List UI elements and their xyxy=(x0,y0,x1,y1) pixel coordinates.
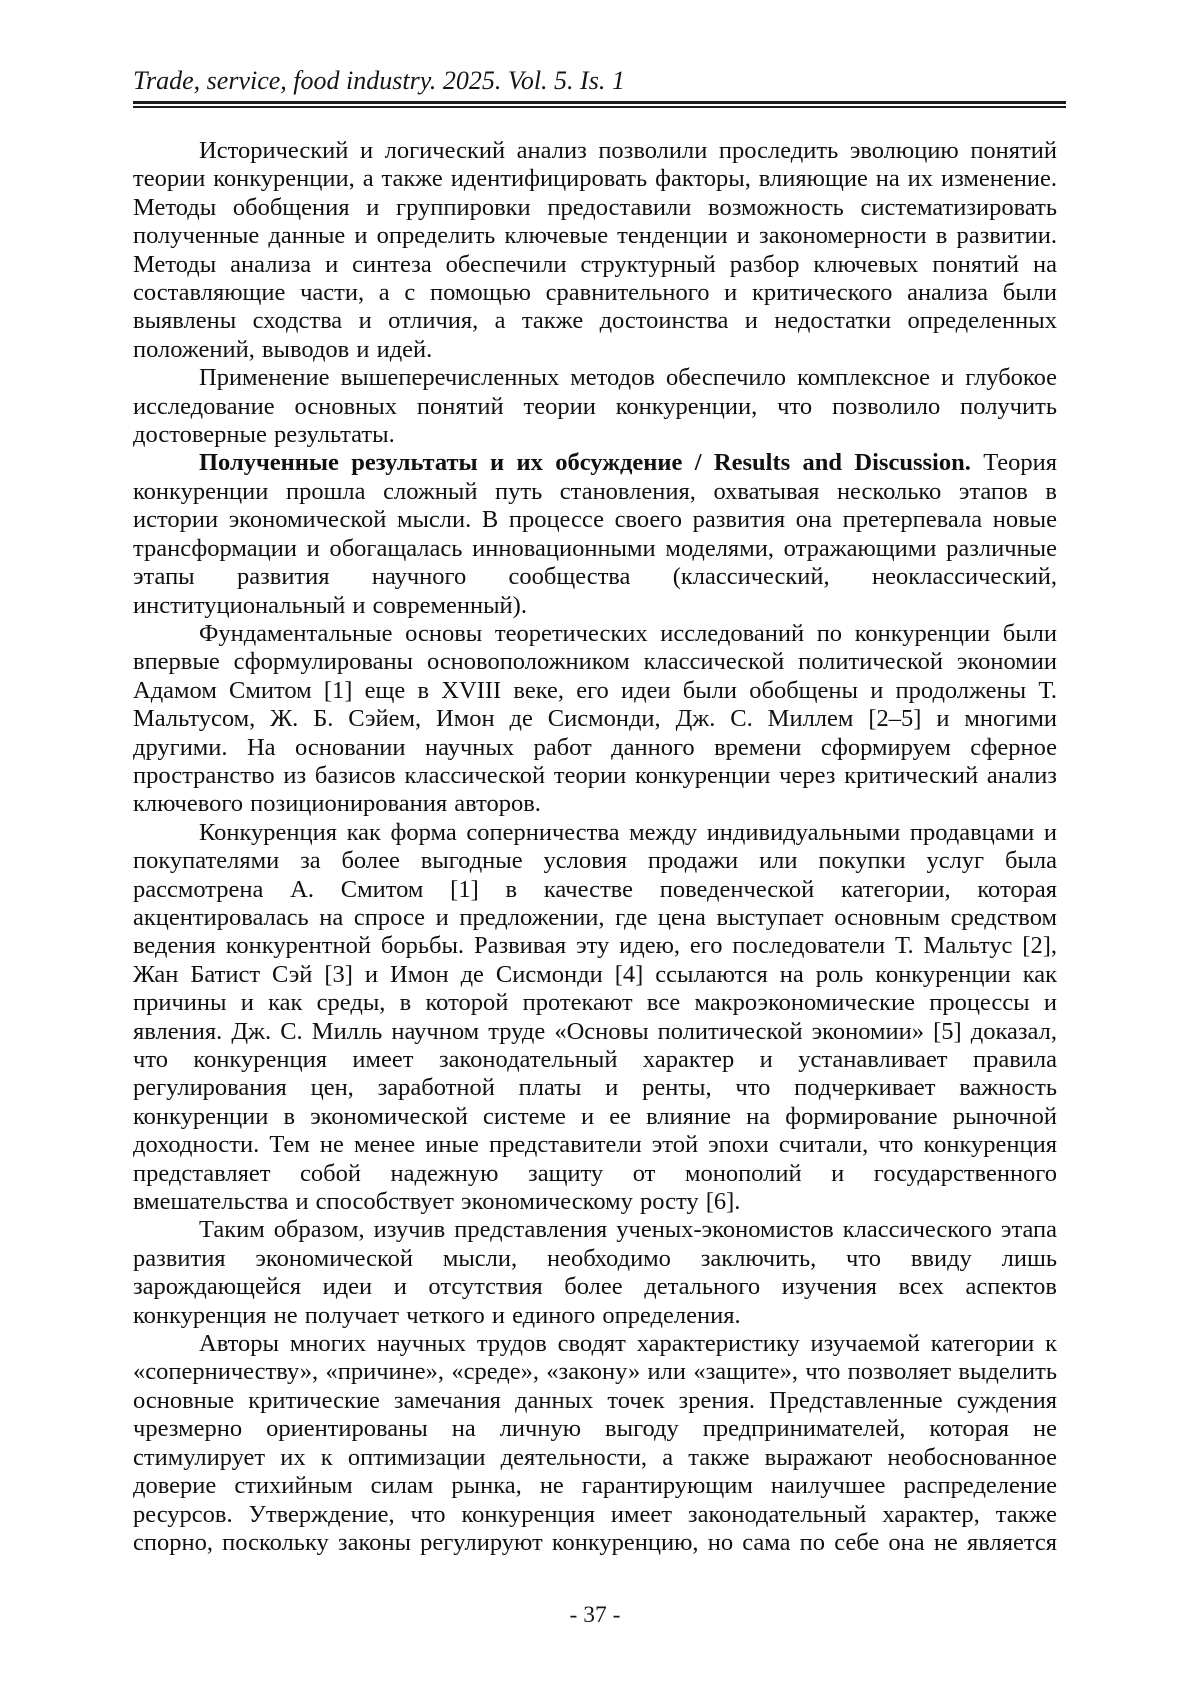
section-heading: Полученные результаты и их обсуждение / Results and Discussion. xyxy=(199,449,971,477)
paragraph xyxy=(133,1216,1057,1330)
running-head: Trade, service, food industry. 2025. Vol. 5. Is. 1 xyxy=(133,66,625,95)
paragraph xyxy=(133,1330,1057,1557)
paragraph xyxy=(133,364,1057,449)
page-footer xyxy=(133,1601,1057,1629)
paragraph-results-discussion xyxy=(133,449,1057,619)
paragraph-text: Авторы многих научных трудов сводят характеристику изучаемой категории к «соперничеству», «причине», «среде», «закону» или «защите», что позволяет выделить основные критические замечания данных точек зрения. Представленные суждения чрезмерно ориентированы на личную выгоду предпринимателей, которая не стимулирует их к оптимизации деятельности, а также выражают необоснованное доверие стихийным силам рынка, не гарантирующим наилучшее распределение ресурсов. Утверждение, что конкуренция имеет законодательный характер, также спорно, поскольку законы регулируют конкуренцию, но сама по себе она не является xyxy=(133,1330,1057,1556)
paragraph-text: Исторический и логический анализ позволили проследить эволюцию понятий теории конкуренции, а также идентифицировать факторы, влияющие на их изменение. Методы обобщения и группировки предоставили возможность систематизировать полученные данные и определить ключевые тенденции и закономерности в развитии. Методы анализа и синтеза обеспечили структурный разбор ключевых понятий на составляющие части, а с помощью сравнительного и критического анализа были выявлены сходства и отличия, а также достоинства и недостатки определенных положений, выводов и идей. xyxy=(133,137,1057,363)
paragraph-text: Конкуренция как форма соперничества между индивидуальными продавцами и покупателями за более выгодные условия продажи или покупки услуг была рассмотрена А. Смитом [1] в качестве поведенческой категории, которая акцентировалась на спросе и предложении, где цена выступает основным средством ведения конкурентной борьбы. Развивая эту идею, его последователи Т. Мальтус [2], Жан Батист Сэй [3] и Имон де Сисмонди [4] ссылаются на роль конкуренции как причины и как среды, в которой протекают все макроэкономические процессы и явления. Дж. С. Милль научном труде «Основы политической экономии» [5] доказал, что конкуренция имеет законодательный характер и устанавливает правила регулирования цен, заработной платы и ренты, что подчеркивает важность конкуренции в экономической системе и ее влияние на формирование рыночной доходности. Тем не менее иные представители этой эпохи считали, что конкуренция представляет собой надежную защиту от монополий и государственного вмешательства и способствует экономическому росту [6]. xyxy=(133,818,1057,1216)
article-body xyxy=(133,137,1057,1557)
paragraph xyxy=(133,137,1057,364)
paragraph-text: Таким образом, изучив представления ученых-экономистов классического этапа развития экономической мысли, необходимо заключить, что ввиду лишь зарождающейся идеи и отсутствия более детального изучения всех аспектов конкуренция не получает четкого и единого определения. xyxy=(133,1216,1057,1329)
paragraph-text: Теория конкуренции прошла сложный путь становления, охватывая несколько этапов в истории экономической мысли. В процессе своего развития она претерпевала новые трансформации и обогащалась инновационными моделями, отражающими различные этапы развития научного сообщества (классический, неоклассический, институциональный и современный). xyxy=(133,449,1057,619)
paragraph xyxy=(133,819,1057,1217)
paragraph-text: Фундаментальные основы теоретических исследований по конкуренции были впервые сформулированы основоположником классической политической экономии Адамом Смитом [1] еще в XVIII веке, его идеи были обобщены и продолжены Т. Мальтусом, Ж. Б. Сэйем, Имон де Сисмонди, Дж. С. Миллем [2–5] и многими другими. На основании научных работ данного времени сформируем сферное пространство из базисов классической теории конкуренции через критический анализ ключевого позиционирования авторов. xyxy=(133,619,1057,818)
page-header xyxy=(133,66,1066,108)
header-rule xyxy=(133,101,1066,108)
paragraph-text: Применение вышеперечисленных методов обеспечило комплексное и глубокое исследование основных понятий теории конкуренции, что позволило получить достоверные результаты. xyxy=(133,364,1057,449)
page-number: - 37 - xyxy=(569,1602,621,1628)
paragraph xyxy=(133,620,1057,819)
